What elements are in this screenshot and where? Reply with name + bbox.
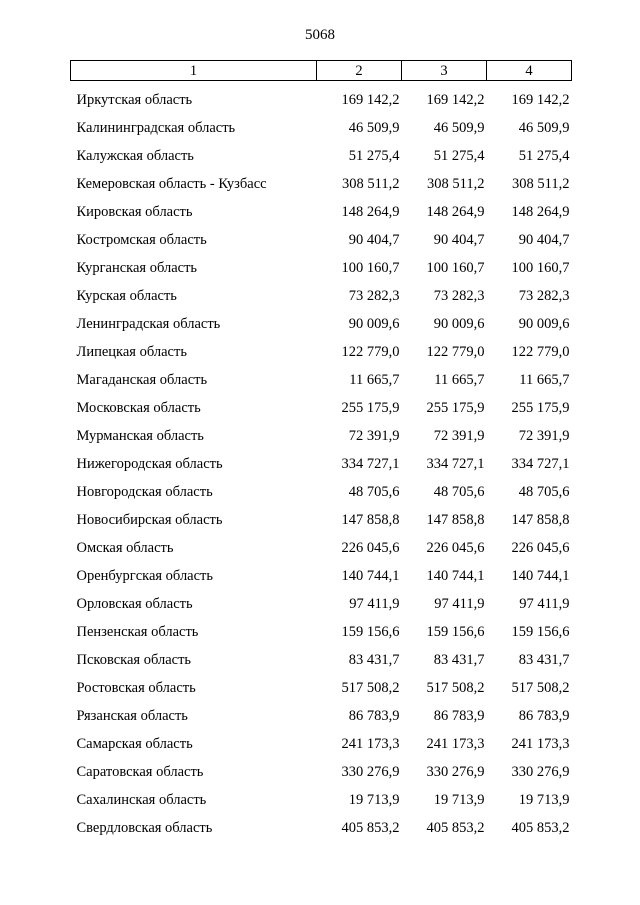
region-name-cell: Рязанская область [76, 708, 188, 724]
page-number: 5068 [305, 27, 335, 43]
table-row [71, 81, 572, 115]
value-cell-col3: 72 391,9 [433, 428, 485, 444]
table-row [71, 114, 572, 142]
value-cell-col2: 308 511,2 [342, 176, 400, 192]
value-cell-col2: 90 009,6 [348, 316, 400, 332]
value-cell-col3: 48 705,6 [433, 484, 485, 500]
value-cell-col4: 72 391,9 [518, 428, 570, 444]
region-name-cell: Калининградская область [76, 120, 236, 136]
table-row [71, 170, 572, 198]
table-row [71, 618, 572, 646]
table-row [71, 758, 572, 786]
value-cell-col4: 122 779,0 [511, 344, 570, 360]
table-row [71, 394, 572, 422]
value-cell-col3: 255 175,9 [426, 400, 485, 416]
value-cell-col3: 86 783,9 [433, 708, 485, 724]
value-cell-col4: 51 275,4 [518, 148, 570, 164]
region-name-cell: Иркутская область [76, 92, 193, 108]
region-name-cell: Кировская область [76, 204, 193, 220]
table-row [71, 282, 572, 310]
value-cell-col4: 46 509,9 [518, 120, 570, 136]
table-row [71, 646, 572, 674]
value-cell-col2: 51 275,4 [348, 148, 400, 164]
value-cell-col4: 241 173,3 [511, 736, 570, 752]
region-name-cell: Липецкая область [76, 344, 187, 360]
value-cell-col3: 308 511,2 [427, 176, 485, 192]
region-name-cell: Ростовская область [76, 680, 196, 696]
region-name-cell: Ленинградская область [76, 316, 221, 332]
value-cell-col3: 148 264,9 [426, 204, 485, 220]
value-cell-col2: 226 045,6 [341, 540, 400, 556]
value-cell-col3: 159 156,6 [426, 624, 485, 640]
region-name-cell: Саратовская область [76, 764, 204, 780]
value-cell-col2: 241 173,3 [341, 736, 400, 752]
value-cell-col4: 226 045,6 [511, 540, 570, 556]
header-row [71, 61, 572, 81]
table-row [71, 310, 572, 338]
value-cell-col4: 90 404,7 [518, 232, 570, 248]
value-cell-col2: 140 744,1 [341, 568, 400, 584]
value-cell-col3: 122 779,0 [426, 344, 485, 360]
table-row [71, 590, 572, 618]
column-header-2: 2 [317, 61, 402, 81]
region-name-cell: Свердловская область [76, 820, 213, 836]
value-cell-col2: 11 665,7 [349, 372, 400, 388]
table-row [71, 450, 572, 478]
value-cell-col2: 83 431,7 [348, 652, 400, 668]
value-cell-col3: 100 160,7 [426, 260, 485, 276]
value-cell-col3: 19 713,9 [433, 792, 485, 808]
table-row [71, 366, 572, 394]
table-row [71, 506, 572, 534]
region-name-cell: Нижегородская область [76, 456, 223, 472]
value-cell-col2: 147 858,8 [341, 512, 400, 528]
value-cell-col3: 226 045,6 [426, 540, 485, 556]
column-header-1: 1 [71, 61, 317, 81]
value-cell-col2: 159 156,6 [341, 624, 400, 640]
value-cell-col4: 97 411,9 [519, 596, 570, 612]
value-cell-col3: 90 404,7 [433, 232, 485, 248]
value-cell-col4: 11 665,7 [519, 372, 570, 388]
value-cell-col2: 169 142,2 [341, 92, 400, 108]
value-cell-col3: 11 665,7 [434, 372, 485, 388]
region-name-cell: Новгородская область [76, 484, 213, 500]
region-name-cell: Псковская область [76, 652, 192, 668]
table-row [71, 814, 572, 842]
value-cell-col2: 517 508,2 [341, 680, 400, 696]
value-cell-col3: 51 275,4 [433, 148, 485, 164]
value-cell-col2: 255 175,9 [341, 400, 400, 416]
value-cell-col3: 90 009,6 [433, 316, 485, 332]
region-name-cell: Омская область [76, 540, 174, 556]
table-row [71, 702, 572, 730]
value-cell-col2: 90 404,7 [348, 232, 400, 248]
value-cell-col2: 330 276,9 [341, 764, 400, 780]
value-cell-col3: 169 142,2 [426, 92, 485, 108]
value-cell-col2: 97 411,9 [349, 596, 400, 612]
value-cell-col2: 48 705,6 [348, 484, 400, 500]
value-cell-col4: 159 156,6 [511, 624, 570, 640]
value-cell-col2: 86 783,9 [348, 708, 400, 724]
value-cell-col2: 122 779,0 [341, 344, 400, 360]
value-cell-col3: 330 276,9 [426, 764, 485, 780]
value-cell-col4: 148 264,9 [511, 204, 570, 220]
value-cell-col2: 405 853,2 [341, 820, 400, 836]
table-row [71, 226, 572, 254]
value-cell-col3: 73 282,3 [433, 288, 485, 304]
value-cell-col3: 140 744,1 [426, 568, 485, 584]
value-cell-col4: 147 858,8 [511, 512, 570, 528]
value-cell-col4: 517 508,2 [511, 680, 570, 696]
value-cell-col4: 100 160,7 [511, 260, 570, 276]
region-name-cell: Калужская область [76, 148, 194, 164]
value-cell-col4: 86 783,9 [518, 708, 570, 724]
value-cell-col4: 255 175,9 [511, 400, 570, 416]
table-row [71, 422, 572, 450]
table-row [71, 338, 572, 366]
region-name-cell: Сахалинская область [76, 792, 207, 808]
value-cell-col4: 90 009,6 [518, 316, 570, 332]
value-cell-col2: 46 509,9 [348, 120, 400, 136]
value-cell-col4: 330 276,9 [511, 764, 570, 780]
region-name-cell: Курганская область [76, 260, 198, 276]
value-cell-col3: 83 431,7 [433, 652, 485, 668]
value-cell-col3: 147 858,8 [426, 512, 485, 528]
region-name-cell: Орловская область [76, 596, 193, 612]
table-header [71, 61, 572, 81]
table-row [71, 534, 572, 562]
value-cell-col4: 334 727,1 [511, 456, 570, 472]
table-row [71, 254, 572, 282]
region-name-cell: Новосибирская область [76, 512, 223, 528]
table-row [71, 198, 572, 226]
value-cell-col2: 19 713,9 [348, 792, 400, 808]
value-cell-col4: 48 705,6 [518, 484, 570, 500]
region-name-cell: Мурманская область [76, 428, 204, 444]
table-row [71, 674, 572, 702]
value-cell-col3: 241 173,3 [426, 736, 485, 752]
value-cell-col4: 83 431,7 [518, 652, 570, 668]
region-name-cell: Магаданская область [76, 372, 208, 388]
region-name-cell: Московская область [76, 400, 201, 416]
table-row [71, 478, 572, 506]
table-row [71, 730, 572, 758]
region-name-cell: Костромская область [76, 232, 207, 248]
value-cell-col2: 100 160,7 [341, 260, 400, 276]
value-cell-col2: 148 264,9 [341, 204, 400, 220]
value-cell-col2: 72 391,9 [348, 428, 400, 444]
value-cell-col4: 73 282,3 [518, 288, 570, 304]
value-cell-col3: 405 853,2 [426, 820, 485, 836]
region-name-cell: Пензенская область [76, 624, 199, 640]
table-row [71, 562, 572, 590]
value-cell-col4: 169 142,2 [511, 92, 570, 108]
region-name-cell: Оренбургская область [76, 568, 214, 584]
value-cell-col2: 73 282,3 [348, 288, 400, 304]
value-cell-col3: 517 508,2 [426, 680, 485, 696]
data-table [70, 60, 572, 842]
value-cell-col4: 308 511,2 [512, 176, 570, 192]
value-cell-col3: 46 509,9 [433, 120, 485, 136]
value-cell-col3: 97 411,9 [434, 596, 485, 612]
column-header-4: 4 [487, 61, 572, 81]
region-name-cell: Курская область [76, 288, 177, 304]
value-cell-col4: 140 744,1 [511, 568, 570, 584]
table-row [71, 786, 572, 814]
value-cell-col4: 405 853,2 [511, 820, 570, 836]
value-cell-col2: 334 727,1 [341, 456, 400, 472]
column-header-3: 3 [402, 61, 487, 81]
region-name-cell: Кемеровская область - Кузбасс [76, 176, 267, 192]
table-row [71, 142, 572, 170]
value-cell-col4: 19 713,9 [518, 792, 570, 808]
table-body [71, 81, 572, 843]
region-name-cell: Самарская область [76, 736, 193, 752]
value-cell-col3: 334 727,1 [426, 456, 485, 472]
